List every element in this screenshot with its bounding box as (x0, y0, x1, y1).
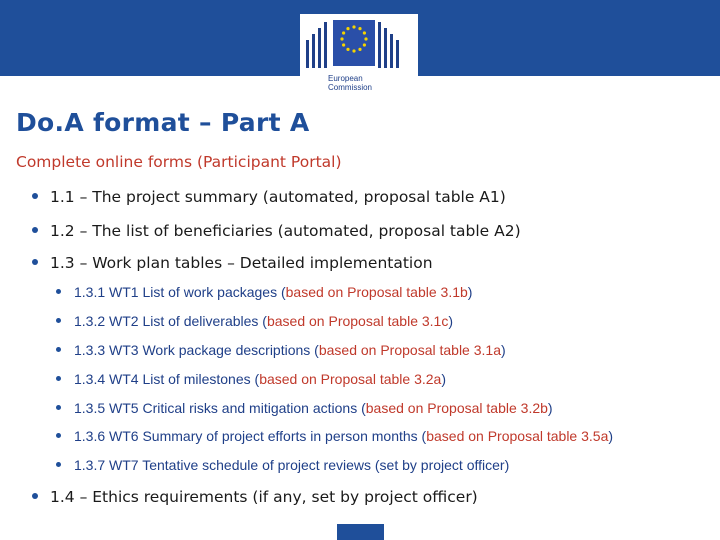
sub-item-end: ) (467, 284, 473, 300)
list-item-text: 1.4 – Ethics requirements (if any, set by project officer) (50, 488, 478, 506)
sub-item-text: 1.3.3 WT3 Work package descriptions ( (74, 342, 319, 358)
sub-item-reference: based on Proposal table 3.5a (426, 428, 609, 444)
sub-item-reference: based on Proposal table 3.2b (365, 400, 548, 416)
bullet-icon (56, 289, 61, 294)
sub-item-reference: based on Proposal table 3.1b (285, 284, 468, 300)
sub-item-reference: based on Proposal table 3.1a (318, 342, 501, 358)
sub-item-1-3-5 (56, 400, 553, 416)
footer-tab (337, 524, 384, 540)
sub-item-text: 1.3.2 WT2 List of deliverables ( (74, 313, 267, 329)
bullet-icon (56, 318, 61, 323)
sub-item-text: 1.3.5 WT5 Critical risks and mitigation actions ( (74, 400, 366, 416)
sub-item-1-3-4 (56, 371, 446, 387)
page-title: Do.A format – Part A (16, 108, 310, 137)
bullet-icon (32, 227, 38, 233)
bullet-icon (32, 493, 38, 499)
sub-item-end: ) (441, 371, 446, 387)
logo-line-european: European (328, 74, 363, 83)
sub-item-end: ) (448, 313, 454, 329)
sub-item-text: 1.3.6 WT6 Summary of project efforts in person months ( (74, 428, 427, 444)
list-item-1-1 (32, 188, 506, 206)
sub-item-1-3-6 (56, 428, 613, 444)
european-commission-logo (300, 14, 418, 100)
sub-item-end: ) (500, 342, 506, 358)
sub-item-end: ) (547, 400, 553, 416)
list-item-text: 1.1 – The project summary (automated, proposal table A1) (50, 188, 506, 206)
sub-item-reference: based on Proposal table 3.2a (259, 371, 442, 387)
bullet-icon (56, 405, 61, 410)
sub-item-1-3-7 (56, 457, 509, 473)
logo-line-commission: Commission (328, 83, 373, 92)
bullet-icon (32, 259, 38, 265)
sub-item-end: ) (608, 428, 614, 444)
sub-item-reference: based on Proposal table 3.1c (266, 313, 449, 329)
list-item-1-4 (32, 488, 478, 506)
bullet-icon (56, 376, 61, 381)
list-item-text: 1.3 – Work plan tables – Detailed implementation (50, 254, 433, 272)
bullet-icon (56, 347, 61, 352)
bullet-icon (56, 462, 61, 467)
list-item-text: 1.2 – The list of beneficiaries (automated, proposal table A2) (50, 222, 521, 240)
subtitle: Complete online forms (Participant Portal) (16, 153, 342, 171)
sub-item-text: 1.3.1 WT1 List of work packages ( (74, 284, 286, 300)
sub-item-1-3-1 (56, 284, 472, 300)
bullet-icon (32, 193, 38, 199)
sub-item-text: 1.3.7 WT7 Tentative schedule of project reviews (set by project officer) (74, 457, 510, 473)
sub-item-1-3-2 (56, 313, 453, 329)
sub-item-1-3-3 (56, 342, 506, 358)
logo-text (328, 74, 372, 92)
list-item-1-2 (32, 222, 521, 240)
bullet-icon (56, 433, 61, 438)
sub-item-text: 1.3.4 WT4 List of milestones ( (74, 371, 260, 387)
list-item-1-3 (32, 254, 433, 272)
